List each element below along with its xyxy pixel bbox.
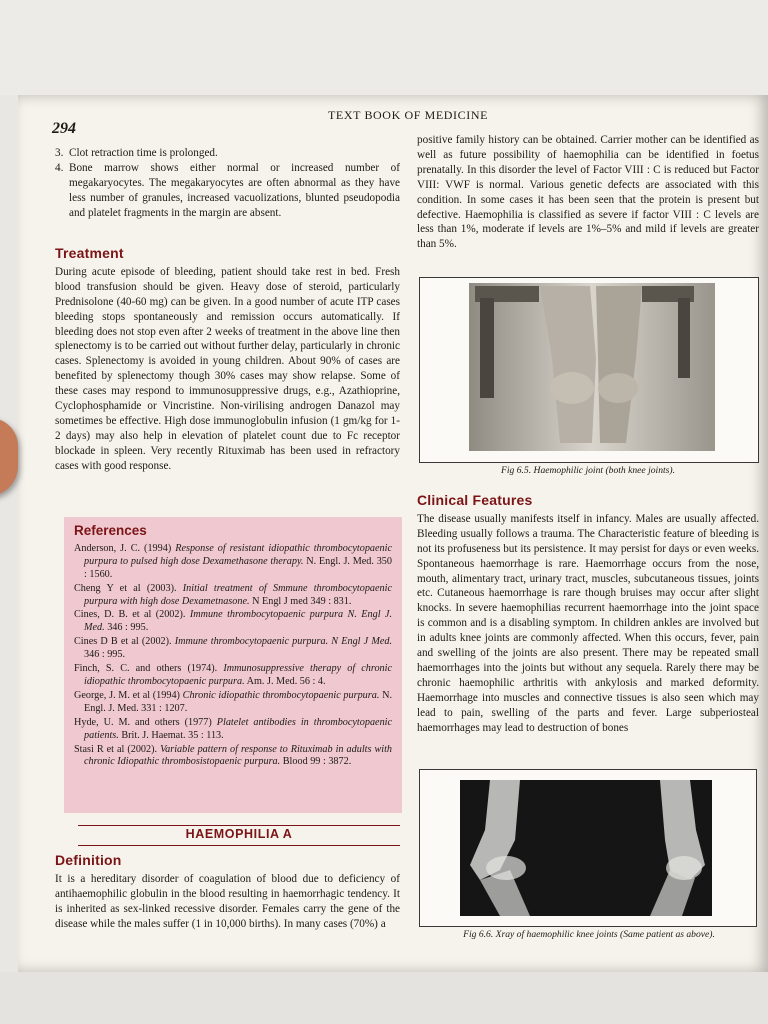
reference-item: [74, 663, 392, 689]
list-text: Clot retraction time is prolonged.: [69, 147, 218, 159]
reference-authors: Cheng Y et al (2003).: [74, 582, 177, 594]
knee-joints-photo: [420, 278, 758, 462]
reference-authors: Stasi R et al (2002).: [74, 743, 158, 755]
reference-item: [74, 543, 392, 582]
definition-section: [55, 853, 400, 932]
haemophilia-rule-top: [78, 825, 400, 826]
reference-item: [74, 690, 392, 716]
reference-authors: George, J. M. et al (1994): [74, 689, 180, 701]
list-number: 3.: [55, 147, 64, 159]
figure-6-5-frame: [419, 277, 759, 463]
reference-item: [74, 583, 392, 609]
definition-heading: Definition: [55, 852, 122, 868]
reference-authors: Cines D B et al (2002).: [74, 636, 172, 648]
references-heading: References: [74, 523, 147, 538]
treatment-section: [55, 246, 400, 474]
definition-body: It is a hereditary disorder of coagulation of blood due to deficiency of antihaemophilic globulin in the blood resulting in haemorrhagic tendency. It is inherited as sex-linked recessive disorder. Females carry the gene of the disease while the males suffer (1 in 10,000 births). In many cases (70%) a: [55, 872, 400, 930]
reference-source: 346 : 995.: [84, 649, 126, 661]
haemophilia-rule-bottom: [78, 845, 400, 846]
clinical-features-section: [417, 493, 759, 736]
reference-source: 346 : 995.: [107, 622, 149, 634]
reference-source: N. Engl. J. Med. 350 : 1560.: [84, 555, 392, 580]
reference-item: [74, 636, 392, 662]
list-text: Bone marrow shows either normal or increased number of megakaryocytes. The megakaryocytes are often abnormal as they have less number of granules, increased vacuolizations, blunted pseudopodia and platelet fragments in the margin are absent.: [69, 161, 400, 219]
definition-continued: positive family history can be obtained. Carrier mother can be identified as well as future possibility of haemophilia can be identified in foetus prenatally. In this disorder the level of Factor VIII : C is reduced but Factor VIII: VWF is normal. Various genetic defects are associated with this condition. In some cases it has been seen that the protein is present but defective. Haemophilia is classified as severe if factor VIII : C levels are less than 1%, moderate if levels are 1%–5% and mild if levels are greater than 5%.: [417, 134, 759, 251]
clinical-features-body: The disease usually manifests itself in infancy. Males are usually affected. Bleeding usually follows a trauma. The Characteristic feature of bleeding is not its profuseness but its persistence. It may persist for days or even weeks. Spontaneous haemorrhage is rare. Haemorrhage occurs from the nose, mouth, alimentary tract, urinary tract, muscles, subcutaneous tissues, joints etc. Cutaneous haemorrhage is rare though bruises may occur after slight knocks. In severe haemophilias recurrent haemorrhage into the joint space is common and is a disabling symptom. In children ankles are involved but in adults knee joints are commonly affected. When this occurs, fever, pain and swelling of the joints are also present. There may be repeated small haemorrhages into the joints but without any sequela. Rarely there may be chronic haemophilic arthritis with ankylosis and marked deformity. Haemorrhage into muscles and connective tissues is also seen which may lead to pain, swelling of the parts and fever. Large subperiosteal haemorrhages may lead to destruction of bones: [417, 512, 759, 734]
reference-item: [74, 609, 392, 635]
list-item: [55, 146, 400, 161]
reference-title: Response of resistant idiopathic thrombocytopaenic purpura to pulsed high dose Dexamethasone therapy.: [84, 542, 392, 567]
reference-source: Am. J. Med. 56 : 4.: [246, 675, 326, 687]
references-list: [74, 543, 392, 769]
reference-authors: Hyde, U. M. and others (1977): [74, 716, 212, 728]
reference-source: N. Engl. J. Med. 331 : 1207.: [84, 689, 393, 714]
background-bottom: [0, 972, 768, 1024]
bone-marrow-list: [55, 146, 400, 221]
background-top: [0, 0, 768, 95]
reference-title: Initial treatment of Smmune thrombocytopaenic purpura with high dose Dexametnasone.: [84, 582, 392, 607]
list-item: [55, 161, 400, 221]
reference-authors: Finch, S. C. and others (1974).: [74, 663, 218, 675]
reference-authors: Cines, D. B. et al (2002).: [74, 609, 186, 621]
figure-6-5-caption: Fig 6.5. Haemophilic joint (both knee joints).: [501, 465, 675, 476]
reference-source: Blood 99 : 3872.: [282, 756, 352, 768]
reference-source: Brit. J. Haemat. 35 : 113.: [121, 729, 224, 741]
reference-title: Immunosuppressive therapy of chronic idiopathic thrombocytopaenic purpura.: [84, 663, 393, 687]
treatment-body: During acute episode of bleeding, patient should take rest in bed. Fresh blood transfusion should be given. Heavy dose of steroid, particularly Prednisolone (40-60 mg) can be given. In a good number of acute ITP cases bleeding stops spontaneously and remission occurs automatically. If bleeding does not stop even after 2 weeks of treatment in the above line then splenectomy is to be carried out without further delay, particularly in chronic cases. Splenectomy is avoided in young children. About 90% of cases are benefited by splenectomy though 30% cases may show relapse. Some of these cases may respond to immunosuppressive drugs, e.g., Azathioprine, Cyclophosphamide or Vincristine. Non-virilising androgen Danazol may sometimes be effective. High dose immunoglobulin infusion (1 gm/kg for 1-2 days) may also help in elevation of platelet count due to Fc receptor blockade in spleen. Very recently Rituximab has been used in refractory cases with good response.: [55, 265, 400, 472]
reference-title: Platelet antibodies in thrombocytopaenic patients.: [84, 716, 393, 741]
reference-title: Chronic idiopathic thrombocytopaenic purpura.: [182, 689, 380, 701]
list-number: 4.: [55, 161, 64, 174]
page-number: 294: [52, 120, 76, 137]
running-head: TEXT BOOK OF MEDICINE: [328, 108, 489, 122]
clinical-features-heading: Clinical Features: [417, 492, 533, 508]
figure-6-6-frame: [419, 769, 757, 927]
reference-title: Immune thrombocytopaenic purpura N. Engl J. Med.: [84, 609, 392, 634]
reference-item: [74, 717, 392, 743]
figure-6-6-caption: Fig 6.6. Xray of haemophilic knee joints (Same patient as above).: [463, 929, 715, 940]
reference-item: [74, 744, 392, 770]
treatment-heading: Treatment: [55, 245, 124, 261]
thumb: [0, 418, 18, 496]
reference-title: Variable pattern of response to Rituximab in adults with chronic Idiopathic thrombosistopaenic purpura.: [84, 743, 392, 768]
references-box: [64, 517, 402, 813]
knee-xray-image: [420, 770, 756, 926]
reference-authors: Anderson, J. C. (1994): [74, 542, 172, 554]
haemophilia-title: HAEMOPHILIA A: [185, 827, 293, 841]
reference-source: N Engl J med 349 : 831.: [252, 595, 352, 607]
reference-title: Immune thrombocytopaenic purpura. N Engl J Med.: [174, 636, 392, 648]
